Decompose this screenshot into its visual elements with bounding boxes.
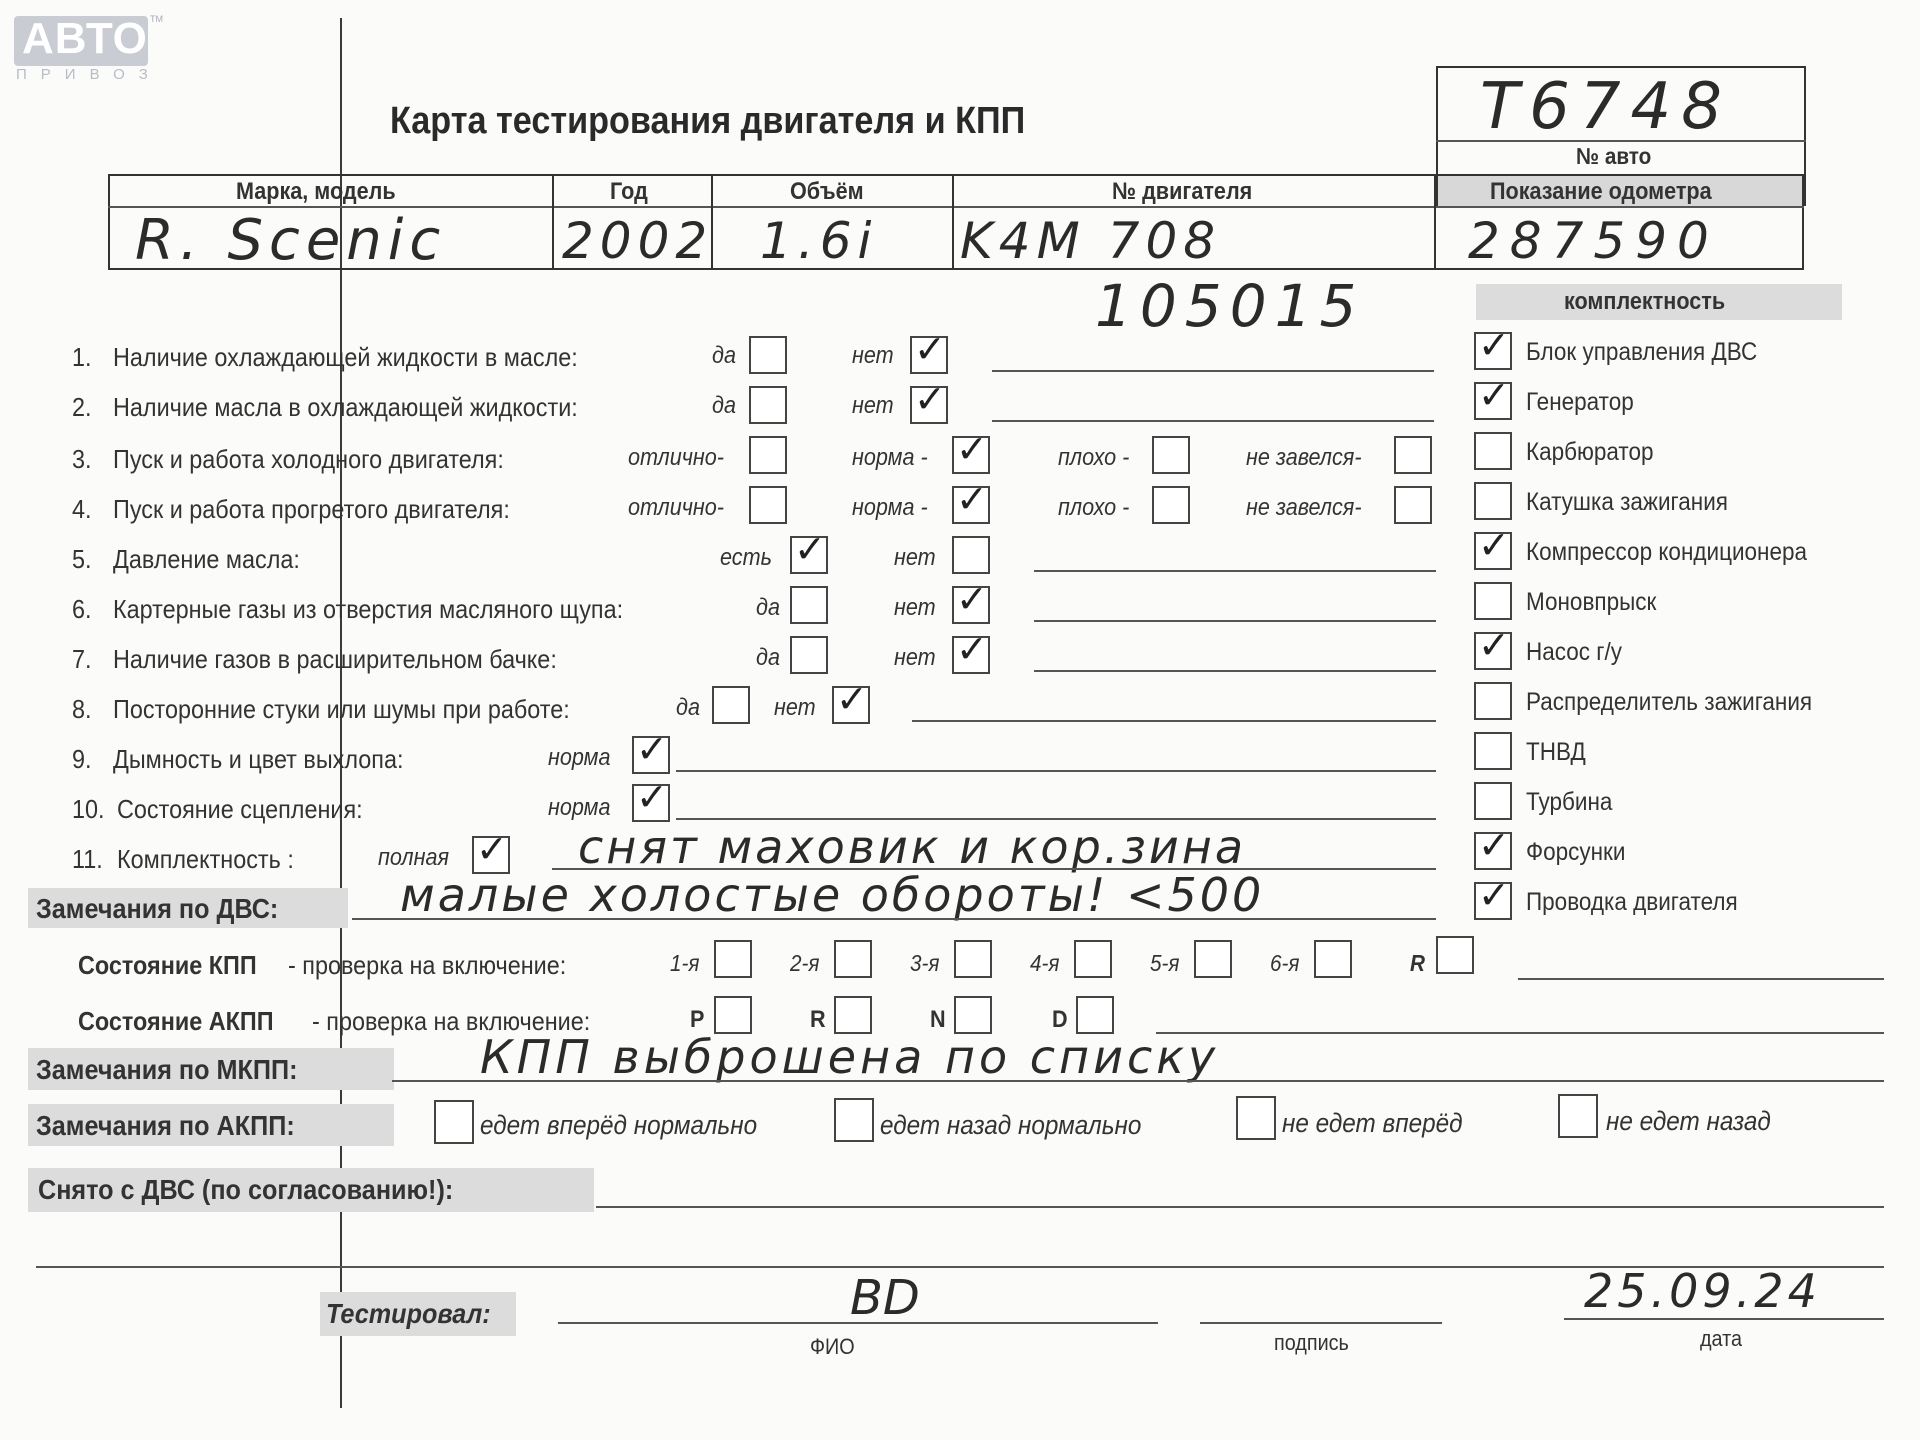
auto-number-label: № авто bbox=[1576, 143, 1652, 169]
akpp-gear-p-checkbox[interactable] bbox=[714, 996, 752, 1034]
q11-note: снят маховик и кор.зина bbox=[578, 820, 1247, 874]
q2-opt-no: нет bbox=[852, 392, 894, 419]
q5-yes-checkbox[interactable]: ✓ bbox=[790, 536, 828, 574]
q4-opt-normal: норма - bbox=[852, 494, 928, 521]
header-col-sep-3 bbox=[952, 174, 954, 270]
tested-fio-handwritten: BD bbox=[850, 1270, 920, 1326]
value-volume: 1.6i bbox=[760, 212, 878, 270]
q8-text: Посторонние стуки или шумы при работе: bbox=[113, 694, 570, 724]
q9-line bbox=[676, 770, 1436, 772]
q6-text: Картерные газы из отверстия масляного щупа: bbox=[113, 594, 624, 624]
header-volume: Объём bbox=[790, 178, 864, 205]
comp-ignition-coil-label: Катушка зажигания bbox=[1526, 488, 1728, 516]
q10-normal-checkbox[interactable]: ✓ bbox=[632, 784, 670, 822]
comp-turbo-checkbox[interactable] bbox=[1474, 782, 1512, 820]
kpp-label-rest: - проверка на включение: bbox=[288, 950, 567, 980]
akpp-gear-n-checkbox[interactable] bbox=[954, 996, 992, 1034]
comp-generator-label: Генератор bbox=[1526, 388, 1634, 416]
kpp-gear-2: 2-я bbox=[790, 950, 820, 976]
q4-no-start-checkbox[interactable] bbox=[1394, 486, 1432, 524]
kpp-gear-1-checkbox[interactable] bbox=[714, 940, 752, 978]
q7-text: Наличие газов в расширительном бачке: bbox=[113, 644, 557, 674]
value-extra-number: 105015 bbox=[1095, 272, 1365, 340]
removed-line-1 bbox=[596, 1206, 1884, 1208]
kpp-label: Состояние КПП bbox=[78, 950, 257, 980]
q7-yes-checkbox[interactable] bbox=[790, 636, 828, 674]
q3-excellent-checkbox[interactable] bbox=[749, 436, 787, 474]
akpp-gear-d: D bbox=[1052, 1006, 1068, 1033]
akpp-gear-r-checkbox[interactable] bbox=[834, 996, 872, 1034]
kpp-gear-4-checkbox[interactable] bbox=[1074, 940, 1112, 978]
comp-power-steering-pump-checkbox[interactable]: ✓ bbox=[1474, 632, 1512, 670]
q9-opt-normal: норма bbox=[548, 744, 611, 771]
q1-num: 1. bbox=[72, 342, 92, 372]
kpp-line bbox=[1518, 978, 1884, 980]
kpp-gear-6: 6-я bbox=[1270, 950, 1300, 976]
q7-no-checkbox[interactable]: ✓ bbox=[952, 636, 990, 674]
logo-text: АВТО bbox=[22, 14, 148, 63]
comp-ecu-checkbox[interactable]: ✓ bbox=[1474, 332, 1512, 370]
comp-tnvd-label: ТНВД bbox=[1526, 738, 1586, 766]
q4-opt-no-start: не завелся- bbox=[1246, 494, 1362, 521]
kpp-gear-3-checkbox[interactable] bbox=[954, 940, 992, 978]
q9-text: Дымность и цвет выхлопа: bbox=[113, 744, 404, 774]
akpp-gear-p: P bbox=[690, 1006, 705, 1033]
q11-num: 11. bbox=[72, 844, 103, 874]
q5-no-checkbox[interactable] bbox=[952, 536, 990, 574]
date-handwritten: 25.09.24 bbox=[1584, 1264, 1821, 1318]
q8-line bbox=[912, 720, 1436, 722]
akpp-no-forward-label: не едет вперёд bbox=[1282, 1108, 1463, 1138]
akpp-label: Состояние АКПП bbox=[78, 1006, 274, 1036]
comp-engine-wiring-checkbox[interactable]: ✓ bbox=[1474, 882, 1512, 920]
q10-text: Состояние сцепления: bbox=[117, 794, 363, 824]
q6-opt-yes: да bbox=[756, 594, 780, 621]
comp-distributor-label: Распределитель зажигания bbox=[1526, 688, 1813, 716]
remarks-mkpp-label: Замечания по МКПП: bbox=[36, 1054, 298, 1085]
q7-opt-yes: да bbox=[756, 644, 780, 671]
header-col-sep-4 bbox=[1434, 174, 1436, 270]
signature-line bbox=[1200, 1322, 1442, 1324]
kpp-gear-5-checkbox[interactable] bbox=[1194, 940, 1232, 978]
comp-ecu-label: Блок управления ДВС bbox=[1526, 338, 1758, 366]
value-make-model: R. Scenic bbox=[135, 208, 447, 273]
akpp-label-rest: - проверка на включение: bbox=[312, 1006, 591, 1036]
akpp-gear-n: N bbox=[930, 1006, 946, 1033]
q4-bad-checkbox[interactable] bbox=[1152, 486, 1190, 524]
comp-ac-compressor-checkbox[interactable]: ✓ bbox=[1474, 532, 1512, 570]
q1-opt-no: нет bbox=[852, 342, 894, 369]
comp-carburetor-label: Карбюратор bbox=[1526, 438, 1654, 466]
fio-line bbox=[558, 1322, 1158, 1324]
q5-line bbox=[1034, 570, 1436, 572]
header-engine-number: № двигателя bbox=[1112, 178, 1253, 205]
q7-num: 7. bbox=[72, 644, 92, 674]
q1-text: Наличие охлаждающей жидкости в масле: bbox=[113, 342, 578, 372]
akpp-gear-d-checkbox[interactable] bbox=[1076, 996, 1114, 1034]
comp-ac-compressor-label: Компрессор кондиционера bbox=[1526, 538, 1808, 566]
q8-no-checkbox[interactable]: ✓ bbox=[832, 686, 870, 724]
comp-monoinjection-label: Моновпрыск bbox=[1526, 588, 1657, 616]
q7-line bbox=[1034, 670, 1436, 672]
q2-text: Наличие масла в охлаждающей жидкости: bbox=[113, 392, 578, 422]
q4-text: Пуск и работа прогретого двигателя: bbox=[113, 494, 510, 524]
date-line bbox=[1564, 1318, 1884, 1320]
header-make-model: Марка, модель bbox=[236, 178, 396, 205]
q1-opt-yes: да bbox=[712, 342, 736, 369]
akpp-forward-ok-checkbox[interactable] bbox=[434, 1100, 474, 1144]
akpp-no-backward-label: не едет назад bbox=[1606, 1106, 1771, 1136]
remarks-dvs-note: малые холостые обороты! <500 bbox=[400, 868, 1265, 922]
akpp-backward-ok-label: едет назад нормально bbox=[880, 1110, 1142, 1140]
auto-number-divider bbox=[1436, 140, 1806, 142]
kpp-gear-6-checkbox[interactable] bbox=[1314, 940, 1352, 978]
q3-opt-no-start: не завелся- bbox=[1246, 444, 1362, 471]
comp-monoinjection-checkbox[interactable] bbox=[1474, 582, 1512, 620]
q6-no-checkbox[interactable]: ✓ bbox=[952, 586, 990, 624]
q1-no-checkbox[interactable]: ✓ bbox=[910, 336, 948, 374]
q3-opt-excellent: отлично- bbox=[628, 444, 725, 471]
comp-engine-wiring-label: Проводка двигателя bbox=[1526, 888, 1738, 916]
q10-opt-normal: норма bbox=[548, 794, 611, 821]
q11-full-checkbox[interactable]: ✓ bbox=[472, 836, 510, 874]
q6-opt-no: нет bbox=[894, 594, 936, 621]
q2-yes-checkbox[interactable] bbox=[749, 386, 787, 424]
comp-injectors-label: Форсунки bbox=[1526, 838, 1626, 866]
q3-normal-checkbox[interactable]: ✓ bbox=[952, 436, 990, 474]
remarks-dvs-label: Замечания по ДВС: bbox=[36, 893, 279, 924]
comp-ignition-coil-checkbox[interactable] bbox=[1474, 482, 1512, 520]
q1-line bbox=[992, 370, 1434, 372]
value-engine-number: K4M 708 bbox=[960, 212, 1222, 270]
akpp-backward-ok-checkbox[interactable] bbox=[834, 1098, 874, 1142]
q3-num: 3. bbox=[72, 444, 92, 474]
q4-normal-checkbox[interactable]: ✓ bbox=[952, 486, 990, 524]
q8-num: 8. bbox=[72, 694, 92, 724]
q9-normal-checkbox[interactable]: ✓ bbox=[632, 736, 670, 774]
q11-text: Комплектность : bbox=[117, 844, 294, 874]
comp-injectors-checkbox[interactable]: ✓ bbox=[1474, 832, 1512, 870]
q11-opt-full: полная bbox=[378, 844, 450, 871]
q8-opt-no: нет bbox=[774, 694, 816, 721]
q3-bad-checkbox[interactable] bbox=[1152, 436, 1190, 474]
tested-label: Тестировал: bbox=[326, 1298, 491, 1329]
completeness-title: комплектность bbox=[1564, 288, 1726, 315]
value-year: 2002 bbox=[562, 212, 714, 270]
akpp-line bbox=[1156, 1032, 1884, 1034]
akpp-forward-ok-label: едет вперёд нормально bbox=[480, 1110, 758, 1140]
logo-subtext: ПРИВОЗ bbox=[16, 66, 162, 83]
remarks-mkpp-line bbox=[392, 1080, 1884, 1082]
kpp-gear-r: R bbox=[1410, 950, 1425, 976]
header-odometer: Показание одометра bbox=[1490, 178, 1712, 205]
q2-line bbox=[992, 420, 1434, 422]
q8-opt-yes: да bbox=[676, 694, 700, 721]
q6-line bbox=[1034, 620, 1436, 622]
q5-opt-yes: есть bbox=[720, 544, 772, 571]
q2-num: 2. bbox=[72, 392, 92, 422]
remarks-mkpp-note: КПП выброшена по списку bbox=[480, 1030, 1220, 1084]
comp-power-steering-pump-label: Насос г/у bbox=[1526, 638, 1622, 666]
signature-label: подпись bbox=[1274, 1330, 1349, 1355]
q4-opt-bad: плохо - bbox=[1058, 494, 1130, 521]
q3-opt-bad: плохо - bbox=[1058, 444, 1130, 471]
q7-opt-no: нет bbox=[894, 644, 936, 671]
comp-generator-checkbox[interactable]: ✓ bbox=[1474, 382, 1512, 420]
remarks-dvs-line bbox=[352, 918, 1436, 920]
comp-distributor-checkbox[interactable] bbox=[1474, 682, 1512, 720]
q6-num: 6. bbox=[72, 594, 92, 624]
q2-no-checkbox[interactable]: ✓ bbox=[910, 386, 948, 424]
remarks-akpp-label: Замечания по АКПП: bbox=[36, 1110, 295, 1141]
kpp-gear-r-checkbox[interactable] bbox=[1436, 936, 1474, 974]
akpp-no-forward-checkbox[interactable] bbox=[1236, 1096, 1276, 1140]
q3-opt-normal: норма - bbox=[852, 444, 928, 471]
q5-text: Давление масла: bbox=[113, 544, 300, 574]
q9-num: 9. bbox=[72, 744, 92, 774]
q10-num: 10. bbox=[72, 794, 105, 824]
akpp-gear-r: R bbox=[810, 1006, 826, 1033]
q5-num: 5. bbox=[72, 544, 92, 574]
comp-turbo-label: Турбина bbox=[1526, 788, 1613, 816]
fio-label: ФИО bbox=[810, 1334, 855, 1359]
q3-no-start-checkbox[interactable] bbox=[1394, 436, 1432, 474]
header-year: Год bbox=[610, 178, 648, 205]
value-odometer: 287590 bbox=[1468, 212, 1719, 270]
logo-tm: TM bbox=[150, 14, 163, 24]
kpp-gear-1: 1-я bbox=[670, 950, 700, 976]
removed-label: Снято с ДВС (по согласованию!): bbox=[38, 1174, 454, 1205]
q8-yes-checkbox[interactable] bbox=[712, 686, 750, 724]
q5-opt-no: нет bbox=[894, 544, 936, 571]
header-col-sep-1 bbox=[552, 174, 554, 270]
q1-yes-checkbox[interactable] bbox=[749, 336, 787, 374]
q2-opt-yes: да bbox=[712, 392, 736, 419]
q6-yes-checkbox[interactable] bbox=[790, 586, 828, 624]
akpp-no-backward-checkbox[interactable] bbox=[1558, 1094, 1598, 1138]
comp-tnvd-checkbox[interactable] bbox=[1474, 732, 1512, 770]
auto-number-handwritten: T6748 bbox=[1480, 70, 1732, 144]
q4-excellent-checkbox[interactable] bbox=[749, 486, 787, 524]
kpp-gear-5: 5-я bbox=[1150, 950, 1180, 976]
page-title: Карта тестирования двигателя и КПП bbox=[390, 100, 1026, 142]
q3-text: Пуск и работа холодного двигателя: bbox=[113, 444, 504, 474]
kpp-gear-2-checkbox[interactable] bbox=[834, 940, 872, 978]
date-label: дата bbox=[1700, 1326, 1742, 1351]
kpp-gear-4: 4-я bbox=[1030, 950, 1060, 976]
comp-carburetor-checkbox[interactable] bbox=[1474, 432, 1512, 470]
q4-num: 4. bbox=[72, 494, 92, 524]
q4-opt-excellent: отлично- bbox=[628, 494, 725, 521]
kpp-gear-3: 3-я bbox=[910, 950, 940, 976]
